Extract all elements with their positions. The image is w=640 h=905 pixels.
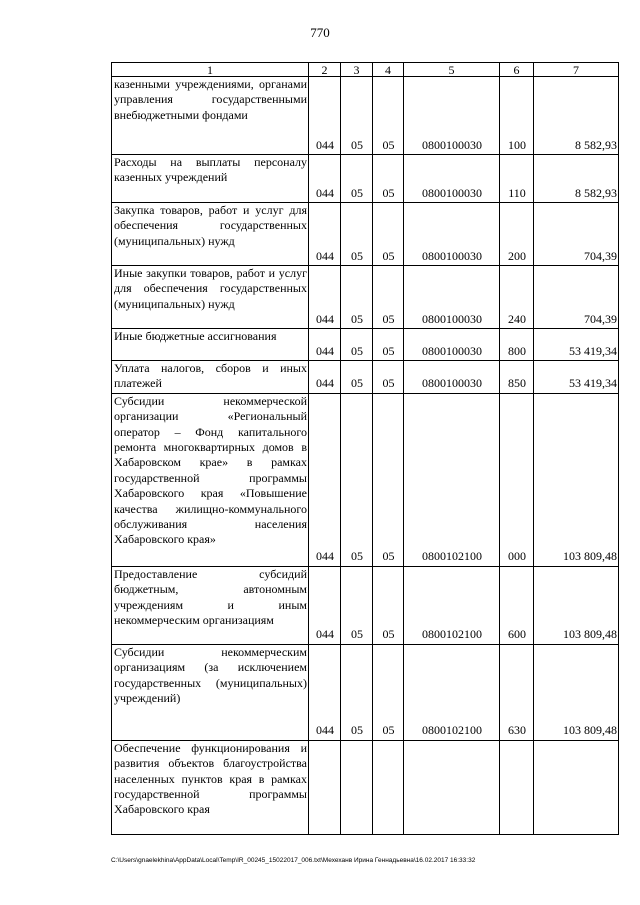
cell-expense-type: 200 <box>500 203 534 266</box>
cell-ministry-code: 044 <box>309 566 341 644</box>
cell-subsection: 05 <box>373 329 404 361</box>
cell-amount: 704,39 <box>534 266 619 329</box>
cell-target-code: 0800100030 <box>404 329 500 361</box>
cell-target-code: 0800100030 <box>404 155 500 203</box>
header-col-7: 7 <box>534 63 619 77</box>
cell-ministry-code: 044 <box>309 266 341 329</box>
table-row <box>112 266 619 329</box>
table-row <box>112 644 619 740</box>
cell-expense-type: 600 <box>500 566 534 644</box>
cell-target-code: 0800100030 <box>404 266 500 329</box>
cell-ministry-code: 044 <box>309 155 341 203</box>
cell-expense-type: 000 <box>500 393 534 566</box>
table-row <box>112 155 619 203</box>
page-number: 770 <box>310 25 330 40</box>
item-name: Расходы на выплаты персоналу казенных учреждений <box>112 155 309 203</box>
cell-amount: 704,39 <box>534 203 619 266</box>
file-path-footer: C:\Users\gnaelekhina\AppData\Local\Temp\IR_00245_15022017_006.txt\Мехеханв Ирина Геннадьевна\16.02.2017 16:33:32 <box>111 857 476 864</box>
cell-subsection: 05 <box>373 266 404 329</box>
cell-expense-type <box>500 740 534 834</box>
cell-section <box>341 740 373 834</box>
cell-amount: 8 582,93 <box>534 77 619 155</box>
header-col-6: 6 <box>500 63 534 77</box>
table-row <box>112 361 619 394</box>
cell-section: 05 <box>341 77 373 155</box>
table-row <box>112 203 619 266</box>
cell-ministry-code <box>309 740 341 834</box>
cell-subsection: 05 <box>373 361 404 394</box>
cell-subsection: 05 <box>373 155 404 203</box>
cell-section: 05 <box>341 203 373 266</box>
cell-amount: 103 809,48 <box>534 393 619 566</box>
table-row <box>112 393 619 566</box>
cell-target-code: 0800100030 <box>404 361 500 394</box>
cell-expense-type: 110 <box>500 155 534 203</box>
cell-expense-type: 100 <box>500 77 534 155</box>
item-name: казенными учреждениями, органами управления государственными внебюджетными фондами <box>112 77 309 155</box>
item-name: Обеспечение функционирования и развития объектов благоустройства населенных пунктов края в рамках государственной программы Хабаровского края <box>112 740 309 834</box>
header-col-2: 2 <box>309 63 341 77</box>
cell-target-code: 0800100030 <box>404 203 500 266</box>
cell-section: 05 <box>341 361 373 394</box>
table-row <box>112 329 619 361</box>
header-col-4: 4 <box>373 63 404 77</box>
cell-target-code: 0800102100 <box>404 566 500 644</box>
cell-subsection: 05 <box>373 644 404 740</box>
cell-subsection <box>373 740 404 834</box>
cell-section: 05 <box>341 329 373 361</box>
cell-amount: 103 809,48 <box>534 644 619 740</box>
item-name: Уплата налогов, сборов и иных платежей <box>112 361 309 394</box>
cell-ministry-code: 044 <box>309 644 341 740</box>
header-row <box>112 63 619 77</box>
cell-section: 05 <box>341 644 373 740</box>
item-name: Субсидии некоммерческой организации «Региональный оператор – Фонд капитального ремонта многоквартирных домов в Хабаровском крае» в рамках государственной программы Хабаровского края «Повышение качества жилищно-коммунального обслуживания населения Хабаровского края» <box>112 393 309 566</box>
cell-subsection: 05 <box>373 203 404 266</box>
cell-expense-type: 240 <box>500 266 534 329</box>
cell-target-code <box>404 740 500 834</box>
cell-target-code: 0800102100 <box>404 644 500 740</box>
item-name: Предоставление субсидий бюджетным, автономным учреждениям и иным некоммерческим организациям <box>112 566 309 644</box>
cell-target-code: 0800100030 <box>404 77 500 155</box>
cell-subsection: 05 <box>373 77 404 155</box>
cell-subsection: 05 <box>373 566 404 644</box>
item-name: Иные закупки товаров, работ и услуг для обеспечения государственных (муниципальных) нужд <box>112 266 309 329</box>
cell-section: 05 <box>341 266 373 329</box>
cell-expense-type: 800 <box>500 329 534 361</box>
cell-ministry-code: 044 <box>309 393 341 566</box>
cell-expense-type: 630 <box>500 644 534 740</box>
cell-expense-type: 850 <box>500 361 534 394</box>
cell-section: 05 <box>341 566 373 644</box>
header-col-1: 1 <box>112 63 309 77</box>
cell-ministry-code: 044 <box>309 77 341 155</box>
cell-amount: 8 582,93 <box>534 155 619 203</box>
header-col-5: 5 <box>404 63 500 77</box>
cell-ministry-code: 044 <box>309 361 341 394</box>
cell-section: 05 <box>341 155 373 203</box>
item-name: Закупка товаров, работ и услуг для обеспечения государственных (муниципальных) нужд <box>112 203 309 266</box>
cell-amount: 103 809,48 <box>534 566 619 644</box>
header-col-3: 3 <box>341 63 373 77</box>
cell-target-code: 0800102100 <box>404 393 500 566</box>
table-row <box>112 740 619 834</box>
budget-table <box>111 62 619 835</box>
cell-ministry-code: 044 <box>309 329 341 361</box>
table-row <box>112 566 619 644</box>
cell-ministry-code: 044 <box>309 203 341 266</box>
cell-section: 05 <box>341 393 373 566</box>
cell-amount: 53 419,34 <box>534 361 619 394</box>
table-row <box>112 77 619 155</box>
cell-subsection: 05 <box>373 393 404 566</box>
cell-amount <box>534 740 619 834</box>
item-name: Иные бюджетные ассигнования <box>112 329 309 361</box>
item-name: Субсидии некоммерческим организациям (за исключением государственных (муниципальных) учреждений) <box>112 644 309 740</box>
cell-amount: 53 419,34 <box>534 329 619 361</box>
